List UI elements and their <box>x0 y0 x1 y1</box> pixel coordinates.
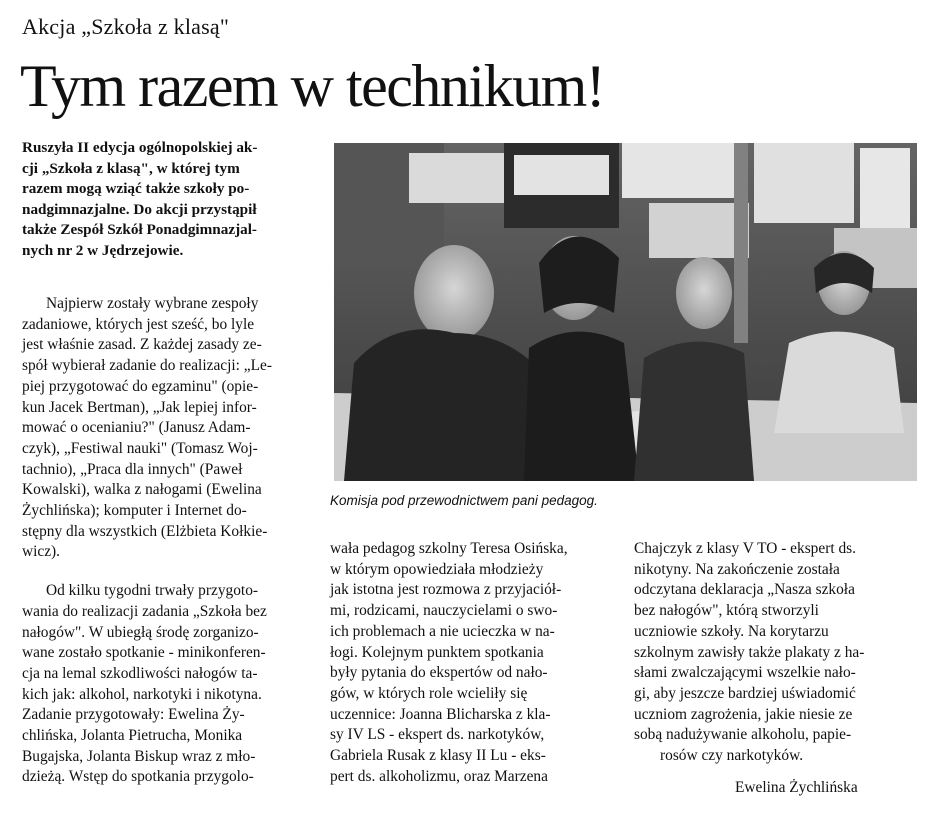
text-line: ich problemach a nie ucieczka w na- <box>330 622 555 640</box>
lead-line: także Zespół Szkół Ponadgimnazjal- <box>22 221 257 239</box>
text-line: Chajczyk z klasy V TO - ekspert ds. <box>634 540 856 557</box>
text-line: spół wybierał zadanie do realizacji: „Le- <box>22 357 272 375</box>
text-line: uczennice: Joanna Blicharska z kla- <box>330 705 551 723</box>
text-line: uczniowie szkoły. Na korytarzu <box>634 622 829 640</box>
text-line: Zadanie przygotowały: Ewelina Ży- <box>22 706 245 724</box>
article-lead <box>22 138 312 262</box>
text-line: rosów czy narkotyków. <box>660 747 804 765</box>
text-line: bez nałogów", którą stworzyli <box>634 602 819 620</box>
text-line: dzieżą. Wstęp do spotkania przygolo- <box>22 768 254 786</box>
text-line: chlińska, Jolanta Pietrucha, Monika <box>22 727 243 745</box>
text-line: kun Jacek Bertman), „Jak lepiej infor- <box>22 398 257 416</box>
text-line: w którym opowiedziała młodzieży <box>330 560 544 578</box>
text-line: słami zwalczającymi wszelkie nało- <box>634 664 856 682</box>
text-line: nikotyny. Na zakończenie została <box>634 560 840 578</box>
article-headline: Tym razem w technikum! <box>20 53 605 119</box>
text-line: czyk), „Festiwal nauki" (Tomasz Woj- <box>22 439 258 457</box>
text-line: Najpierw zostały wybrane zespoły <box>46 295 259 312</box>
body-column-2 <box>330 539 612 787</box>
text-line: jak istotna jest rozmowa z przyjaciół- <box>330 581 562 599</box>
text-line: mi, rodzicami, nauczycielami o swo- <box>330 602 558 620</box>
section-kicker: Akcja „Szkoła z klasą" <box>22 14 230 39</box>
text-line: mować o ocenianiu?" (Janusz Adam- <box>22 419 251 437</box>
text-line: zadaniowe, których jest sześć, bo lyle <box>22 315 255 333</box>
text-line: sy IV LS - ekspert ds. narkotyków, <box>330 726 545 744</box>
text-line: wania do realizacji zadania „Szkoła bez <box>22 602 267 620</box>
text-line: stępny dla wszystkich (Elżbieta Kołkie- <box>22 522 268 540</box>
text-line: gów, w których role wcieliły się <box>330 684 528 702</box>
text-line: cja na lemal szkodliwości nałogów ta- <box>22 664 258 682</box>
text-line: wała pedagog szkolny Teresa Osińska, <box>330 540 568 557</box>
text-line: sobą nadużywanie alkoholu, papie- <box>634 726 852 744</box>
text-line: Kowalski), walka z nałogami (Ewelina <box>22 481 262 499</box>
text-line: kich jak: alkohol, narkotyki i nikotyna. <box>22 685 262 703</box>
body-column-1 <box>22 294 312 788</box>
text-line: były pytania do ekspertów od nało- <box>330 664 548 682</box>
lead-line: cji „Szkoła z klasą", w której tym <box>22 159 240 177</box>
photo-caption: Komisja pod przewodnictwem pani pedagog. <box>330 493 598 508</box>
text-line: Żychlińska); komputer i Internet do- <box>22 502 247 520</box>
text-line: uczniom zagrożenia, jakie niesie ze <box>634 705 853 723</box>
text-line: gi, aby jeszcze bardziej uświadomić <box>634 684 856 702</box>
text-line: Bugajska, Jolanta Biskup wraz z mło- <box>22 747 256 765</box>
text-line: wane zostało spotkanie - minikonferen- <box>22 644 266 662</box>
body-column-3 <box>634 539 916 767</box>
text-line: tachnio), „Praca dla innych" (Paweł <box>22 460 243 478</box>
text-line: Od kilku tygodni trwały przygoto- <box>46 582 259 600</box>
text-line: nałogów". W ubiegłą środę zorganizo- <box>22 623 259 641</box>
text-line: piej przygotować do egzaminu" (opie- <box>22 377 259 395</box>
text-line: szkolnym zawisły także plakaty z ha- <box>634 643 865 661</box>
lead-line: razem mogą wziąć także szkoły po- <box>22 180 250 198</box>
text-line: Gabriela Rusak z klasy II Lu - eks- <box>330 747 546 765</box>
article-photo <box>334 143 917 481</box>
text-line: łogi. Kolejnym punktem spotkania <box>330 643 544 661</box>
text-line: odczytana deklaracja „Nasza szkoła <box>634 581 855 599</box>
lead-line: nadgimnazjalne. Do akcji przystąpił <box>22 200 257 218</box>
text-line: pert ds. alkoholizmu, oraz Marzena <box>330 767 548 785</box>
text-line: wicz). <box>22 543 61 561</box>
lead-line: Ruszyła II edycja ogólnopolskiej ak- <box>22 139 258 156</box>
lead-line: nych nr 2 w Jędrzejowie. <box>22 241 184 259</box>
text-line: jest właśnie zasad. Z każdej zasady ze- <box>22 336 262 354</box>
author-signature: Ewelina Żychlińska <box>735 779 858 796</box>
